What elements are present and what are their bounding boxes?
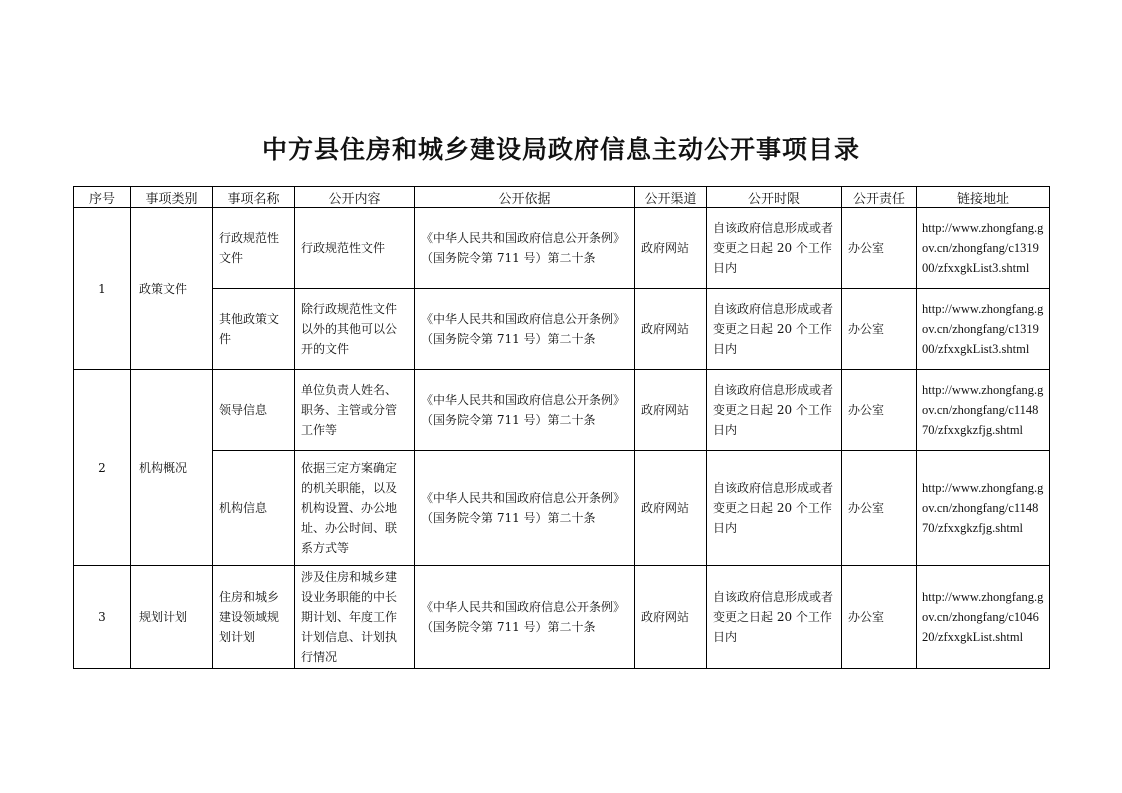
cell-content: 行政规范性文件: [295, 208, 415, 289]
cell-time-limit: 自该政府信息形成或者变更之日起 20 个工作日内: [707, 208, 842, 289]
cell-name: 其他政策文件: [213, 289, 295, 370]
cell-basis: 《中华人民共和国政府信息公开条例》（国务院令第 711 号）第二十条: [415, 451, 635, 566]
cell-time-limit: 自该政府信息形成或者变更之日起 20 个工作日内: [707, 451, 842, 566]
cell-channel: 政府网站: [635, 451, 707, 566]
cell-basis: 《中华人民共和国政府信息公开条例》（国务院令第 711 号）第二十条: [415, 289, 635, 370]
cell-responsibility: 办公室: [842, 208, 917, 289]
cell-link[interactable]: http://www.zhongfang.gov.cn/zhongfang/c131900/zfxxgkList3.shtml: [917, 289, 1050, 370]
cell-basis: 《中华人民共和国政府信息公开条例》（国务院令第 711 号）第二十条: [415, 208, 635, 289]
disclosure-catalog-table: [73, 186, 1050, 669]
cell-content: 单位负责人姓名、职务、主管或分管工作等: [295, 370, 415, 451]
header-channel: 公开渠道: [635, 187, 707, 208]
cell-channel: 政府网站: [635, 208, 707, 289]
cell-seq: 3: [74, 566, 131, 669]
cell-name: 住房和城乡建设领域规划计划: [213, 566, 295, 669]
table-row: [74, 289, 1050, 370]
page-title: 中方县住房和城乡建设局政府信息主动公开事项目录: [261, 135, 860, 164]
cell-responsibility: 办公室: [842, 370, 917, 451]
cell-time-limit: 自该政府信息形成或者变更之日起 20 个工作日内: [707, 566, 842, 669]
cell-category: 机构概况: [131, 370, 213, 566]
cell-basis: 《中华人民共和国政府信息公开条例》（国务院令第 711 号）第二十条: [415, 370, 635, 451]
header-responsibility: 公开责任: [842, 187, 917, 208]
table-row: [74, 451, 1050, 566]
cell-content: 依据三定方案确定的机关职能，以及机构设置、办公地址、办公时间、联系方式等: [295, 451, 415, 566]
header-name: 事项名称: [213, 187, 295, 208]
header-time-limit: 公开时限: [707, 187, 842, 208]
header-basis: 公开依据: [415, 187, 635, 208]
cell-category: 政策文件: [131, 208, 213, 370]
cell-link[interactable]: http://www.zhongfang.gov.cn/zhongfang/c131900/zfxxgkList3.shtml: [917, 208, 1050, 289]
header-link: 链接地址: [917, 187, 1050, 208]
cell-name: 领导信息: [213, 370, 295, 451]
cell-content: 涉及住房和城乡建设业务职能的中长期计划、年度工作计划信息、计划执行情况: [295, 566, 415, 669]
cell-channel: 政府网站: [635, 566, 707, 669]
cell-responsibility: 办公室: [842, 566, 917, 669]
cell-link[interactable]: http://www.zhongfang.gov.cn/zhongfang/c104620/zfxxgkList.shtml: [917, 566, 1050, 669]
cell-channel: 政府网站: [635, 370, 707, 451]
table-row: [74, 370, 1050, 451]
cell-seq: 1: [74, 208, 131, 370]
cell-time-limit: 自该政府信息形成或者变更之日起 20 个工作日内: [707, 289, 842, 370]
header-category: 事项类别: [131, 187, 213, 208]
table-row: [74, 208, 1050, 289]
cell-basis: 《中华人民共和国政府信息公开条例》（国务院令第 711 号）第二十条: [415, 566, 635, 669]
cell-category: 规划计划: [131, 566, 213, 669]
cell-seq: 2: [74, 370, 131, 566]
cell-responsibility: 办公室: [842, 289, 917, 370]
cell-channel: 政府网站: [635, 289, 707, 370]
table-row: [74, 566, 1050, 669]
cell-content: 除行政规范性文件以外的其他可以公开的文件: [295, 289, 415, 370]
cell-link[interactable]: http://www.zhongfang.gov.cn/zhongfang/c114870/zfxxgkzfjg.shtml: [917, 370, 1050, 451]
cell-name: 行政规范性文件: [213, 208, 295, 289]
cell-link[interactable]: http://www.zhongfang.gov.cn/zhongfang/c114870/zfxxgkzfjg.shtml: [917, 451, 1050, 566]
header-seq: 序号: [74, 187, 131, 208]
cell-time-limit: 自该政府信息形成或者变更之日起 20 个工作日内: [707, 370, 842, 451]
header-content: 公开内容: [295, 187, 415, 208]
cell-name: 机构信息: [213, 451, 295, 566]
table-header-row: [74, 187, 1050, 208]
cell-responsibility: 办公室: [842, 451, 917, 566]
